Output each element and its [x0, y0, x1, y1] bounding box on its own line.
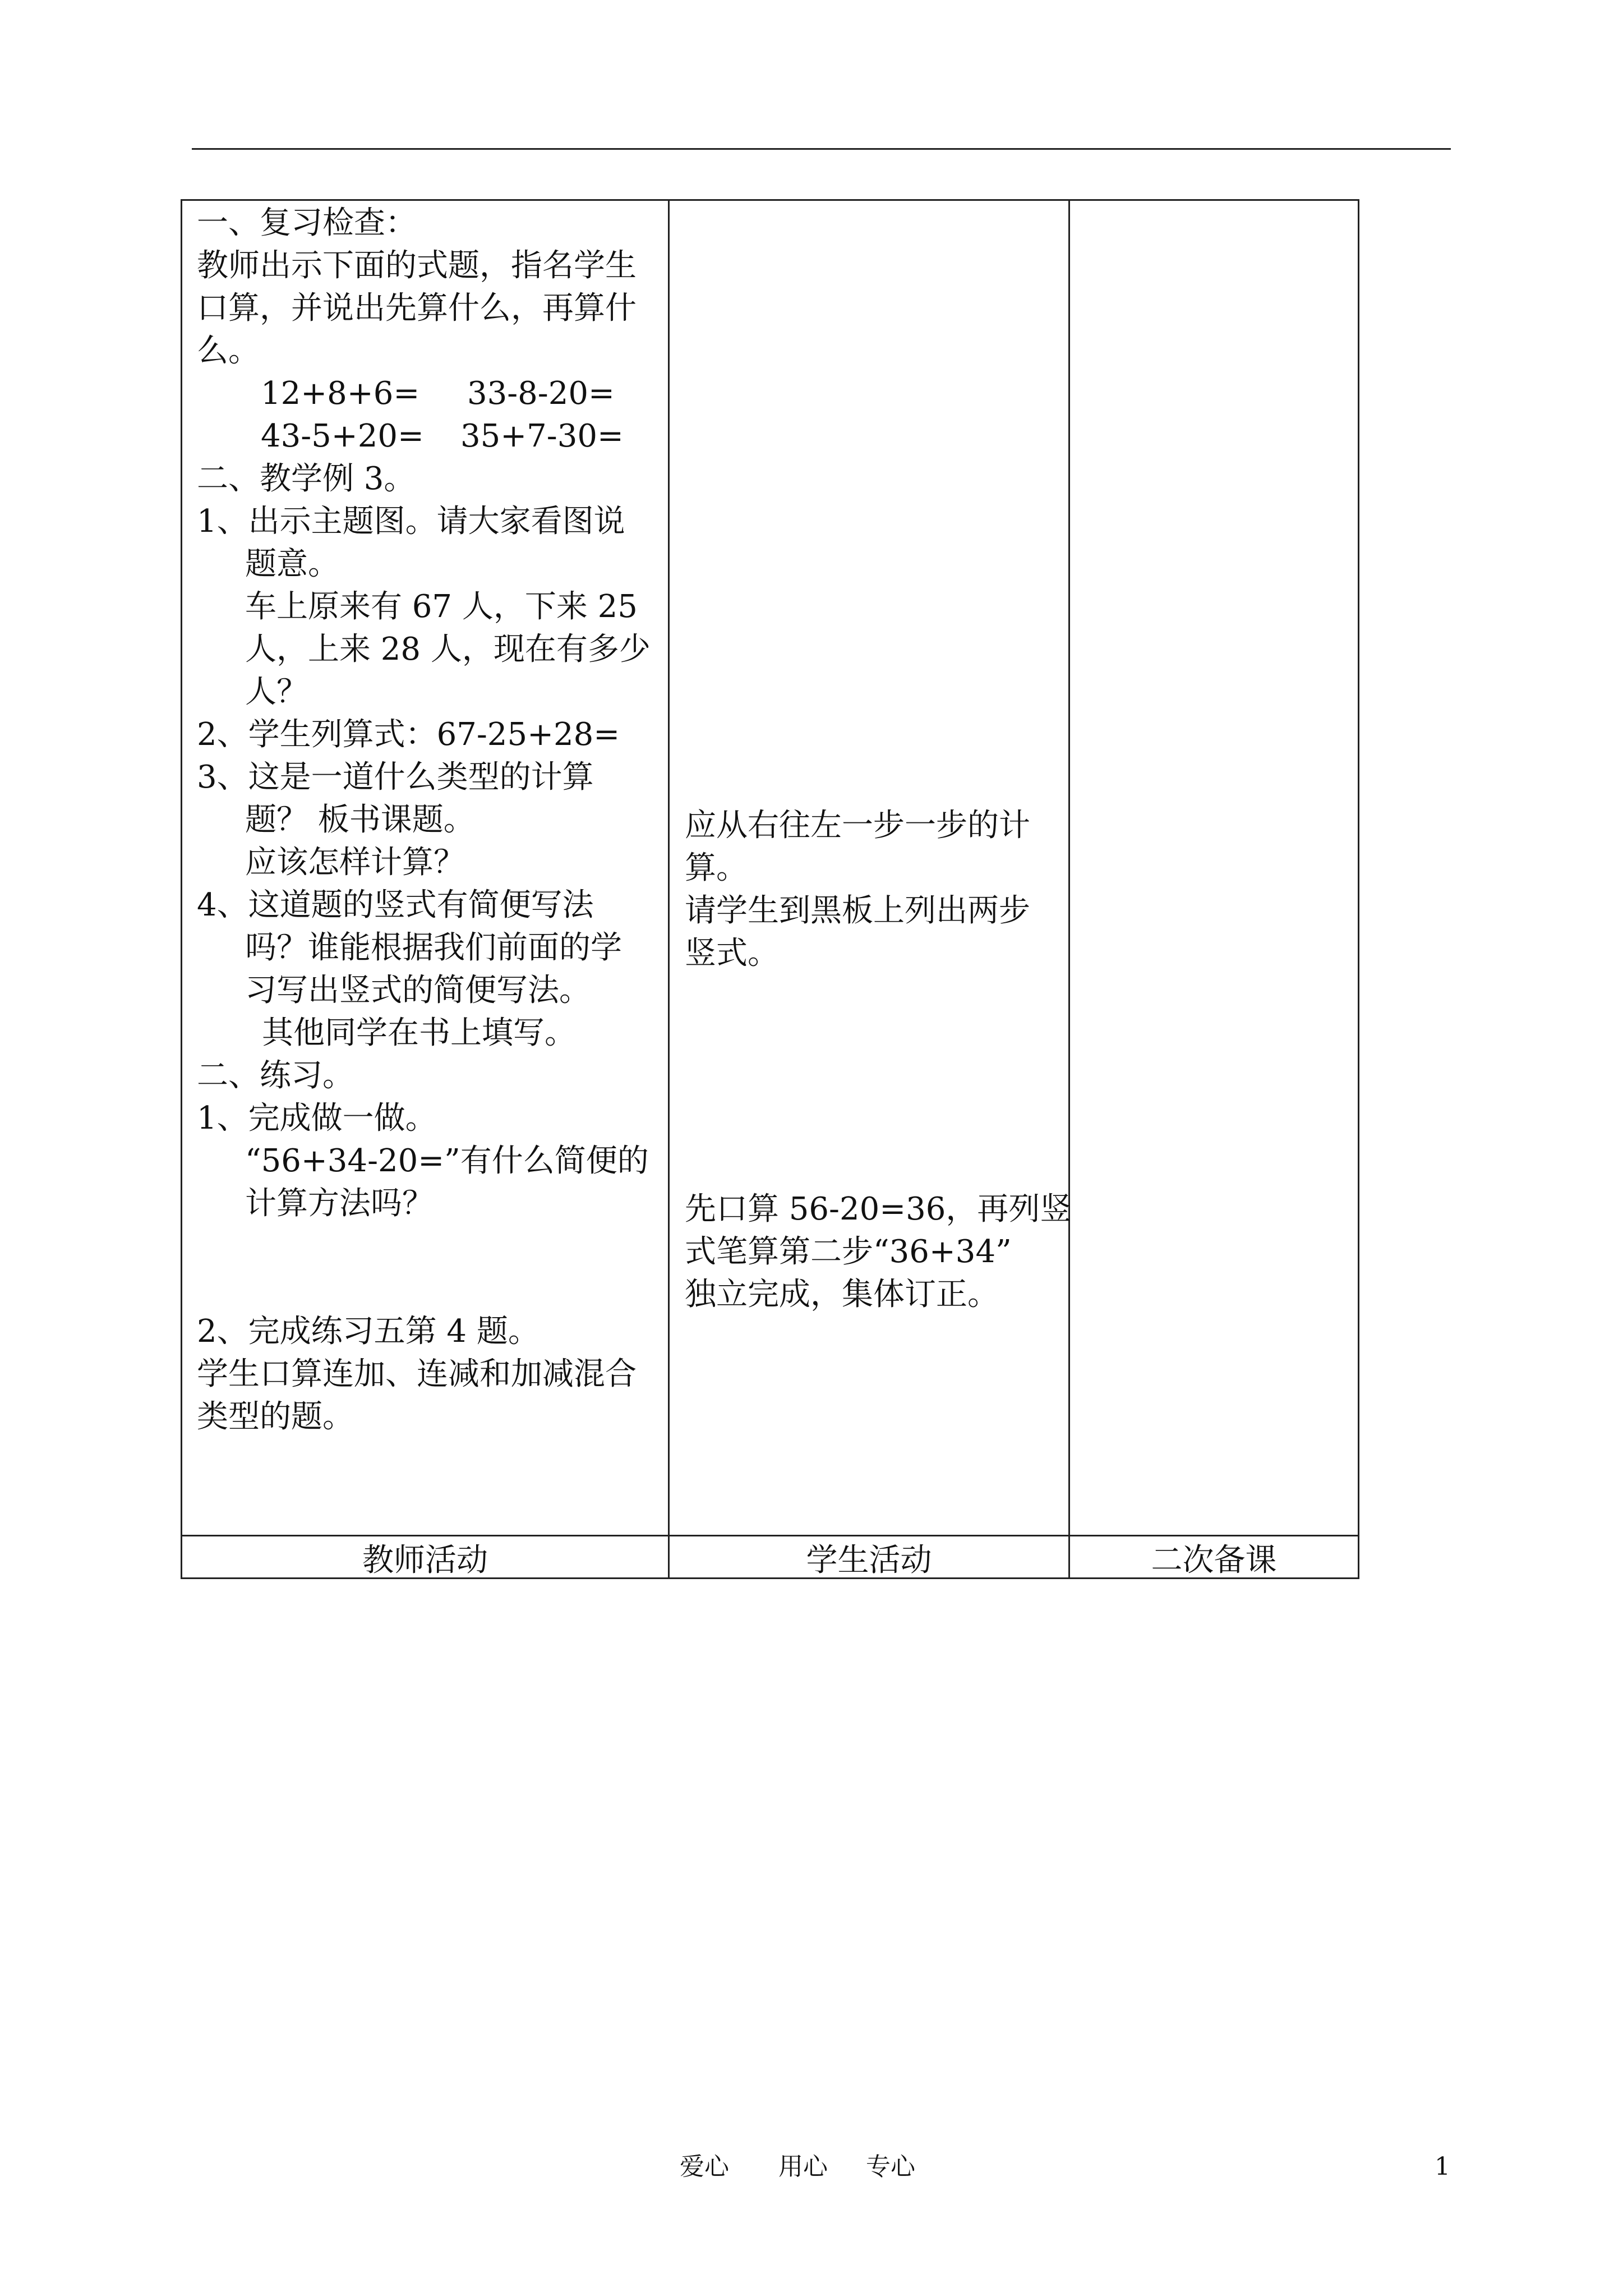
page-number: 1 [1435, 2152, 1450, 2181]
column-divider-1 [668, 201, 670, 1577]
teacher-line: 口算，并说出先算什么，再算什 [197, 290, 637, 326]
student-line: 式笔算第二步“36+34” [685, 1234, 1012, 1270]
teacher-line: 人，上来 28 人，现在有多少 [245, 631, 651, 668]
teacher-line: 2、完成练习五第 4 题。 [197, 1313, 540, 1350]
header-rule [192, 148, 1451, 150]
footer-motto-1: 爱心 [680, 2152, 729, 2181]
teacher-line: 3、这是一道什么类型的计算 [197, 759, 594, 795]
teacher-line: 二、练习。 [197, 1057, 354, 1094]
teacher-line: 人？ [245, 674, 308, 710]
teacher-line: 35+7-30= [460, 418, 624, 454]
teacher-line: 么。 [197, 333, 260, 369]
teacher-line: 车上原来有 67 人，下来 25 [245, 588, 638, 625]
student-line: 算。 [685, 850, 748, 886]
teacher-line: 二、教学例 3。 [197, 461, 416, 497]
student-line: 应从右往左一步一步的计 [685, 807, 1030, 844]
student-line: 竖式。 [685, 935, 779, 972]
teacher-activity-label: 教师活动 [362, 1542, 488, 1579]
teacher-line: 4、这道题的竖式有简便写法 [197, 887, 594, 923]
teacher-line: 应该怎样计算？ [245, 844, 465, 881]
lesson-plan-table [181, 199, 1359, 1579]
teacher-line: 其他同学在书上填写。 [262, 1015, 576, 1051]
teacher-line: 教师出示下面的式题，指名学生 [197, 247, 637, 284]
teacher-line: 33-8-20= [467, 375, 615, 412]
footer-row-divider [182, 1535, 1358, 1536]
teacher-line: 2、学生列算式：67-25+28= [197, 716, 620, 753]
second-prep-label: 二次备课 [1151, 1542, 1277, 1579]
teacher-line: 43-5+20= [261, 418, 424, 454]
footer-motto-2: 用心 [778, 2152, 828, 2181]
footer-motto-3: 专心 [866, 2152, 915, 2181]
student-line: 请学生到黑板上列出两步 [685, 892, 1030, 929]
student-line: 先口算 56-20=36，再列竖 [685, 1191, 1072, 1227]
teacher-line: 习写出竖式的简便写法。 [245, 972, 591, 1009]
teacher-line: 一、复习检查： [197, 205, 417, 241]
teacher-line: 题？ 板书课题。 [245, 802, 475, 838]
column-divider-2 [1068, 201, 1070, 1577]
teacher-line: 1、完成做一做。 [197, 1100, 437, 1137]
student-activity-label: 学生活动 [806, 1542, 932, 1579]
teacher-line: 题意。 [245, 546, 339, 582]
teacher-line: 学生口算连加、连减和加减混合 [197, 1356, 637, 1392]
teacher-line: 计算方法吗？ [245, 1185, 434, 1222]
student-line: 独立完成，集体订正。 [685, 1276, 999, 1313]
teacher-line: 1、出示主题图。请大家看图说 [197, 503, 625, 540]
teacher-line: 12+8+6= [261, 375, 420, 412]
teacher-line: 吗？谁能根据我们前面的学 [245, 930, 622, 966]
teacher-line: “56+34-20=”有什么简便的 [245, 1143, 649, 1179]
teacher-line: 类型的题。 [197, 1398, 354, 1435]
